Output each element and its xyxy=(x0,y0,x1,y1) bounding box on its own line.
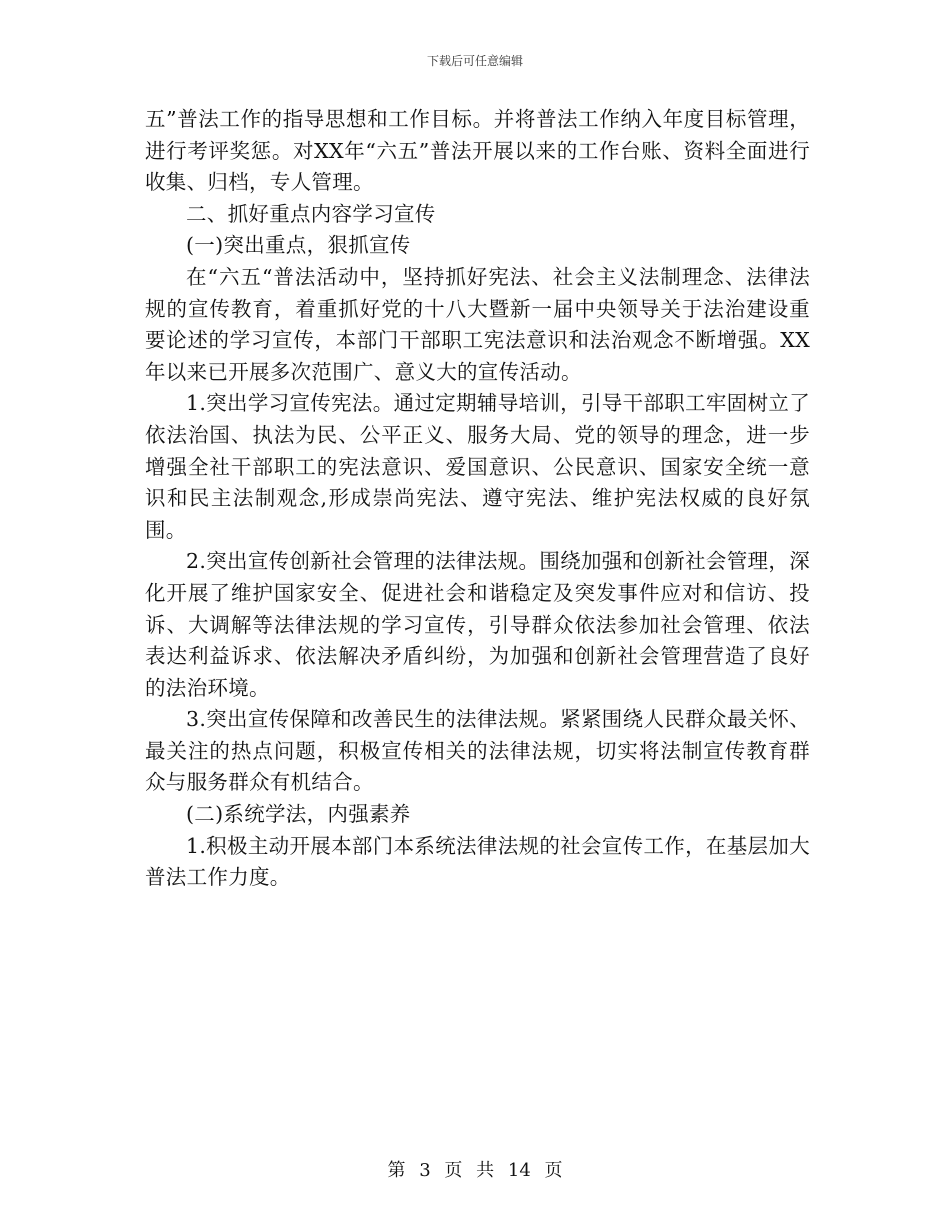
paragraph: 1.积极主动开展本部门本系统法律法规的社会宣传工作，在基层加大普法工作力度。 xyxy=(145,833,810,890)
paragraph: 在“六五“普法活动中，坚持抓好宪法、社会主义法制理念、法律法规的宣传教育，着重抓好党的十八大暨新一届中央领导关于法治建设重要论述的学习宣传，本部门干部职工宪法意识和法治观念不断增强。XX年以来已开展多次范围广、意义大的宣传活动。 xyxy=(145,264,810,384)
footer-total-unit: 页 xyxy=(544,1160,563,1181)
footer-page-unit: 页 xyxy=(444,1160,463,1181)
subsection-heading: (一)突出重点，狠抓宣传 xyxy=(186,233,411,258)
subsection-heading: (二)系统学法，内强素养 xyxy=(186,802,411,827)
paragraph: 2.突出宣传创新社会管理的法律法规。围绕加强和创新社会管理，深化开展了维护国家安全、促进社会和谐稳定及突发事件应对和信访、投诉、大调解等法律法规的学习宣传，引导群众依法参加社会管理、依法表达利益诉求、依法解决矛盾纠纷，为加强和创新社会管理营造了良好的法治环境。 xyxy=(145,549,810,700)
header-note: 下载后可任意编辑 xyxy=(426,54,523,68)
footer-prefix: 第 xyxy=(387,1160,406,1181)
document-body xyxy=(145,104,810,894)
paragraph: 五”普法工作的指导思想和工作目标。并将普法工作纳入年度目标管理，进行考评奖惩。对XX年“六五”普法开展以来的工作台账、资料全面进行收集、归档，专人管理。 xyxy=(145,107,810,195)
section-heading: 二、抓好重点内容学习宣传 xyxy=(186,201,436,226)
page-number: 3 xyxy=(419,1160,431,1181)
footer-total-prefix: 共 xyxy=(476,1160,495,1181)
total-pages: 14 xyxy=(507,1160,531,1181)
paragraph: 3.突出宣传保障和改善民生的法律法规。紧紧围绕人民群众最关怀、最关注的热点问题，积极宣传相关的法律法规，切实将法制宣传教育群众与服务群众有机结合。 xyxy=(145,707,810,795)
page-footer xyxy=(0,1156,950,1182)
paragraph: 1.突出学习宣传宪法。通过定期辅导培训，引导干部职工牢固树立了依法治国、执法为民、公平正义、服务大局、党的领导的理念，进一步增强全社干部职工的宪法意识、爱国意识、公民意识、国家安全统一意识和民主法制观念,形成崇尚宪法、遵守宪法、维护宪法权威的良好氛围。 xyxy=(145,391,810,542)
